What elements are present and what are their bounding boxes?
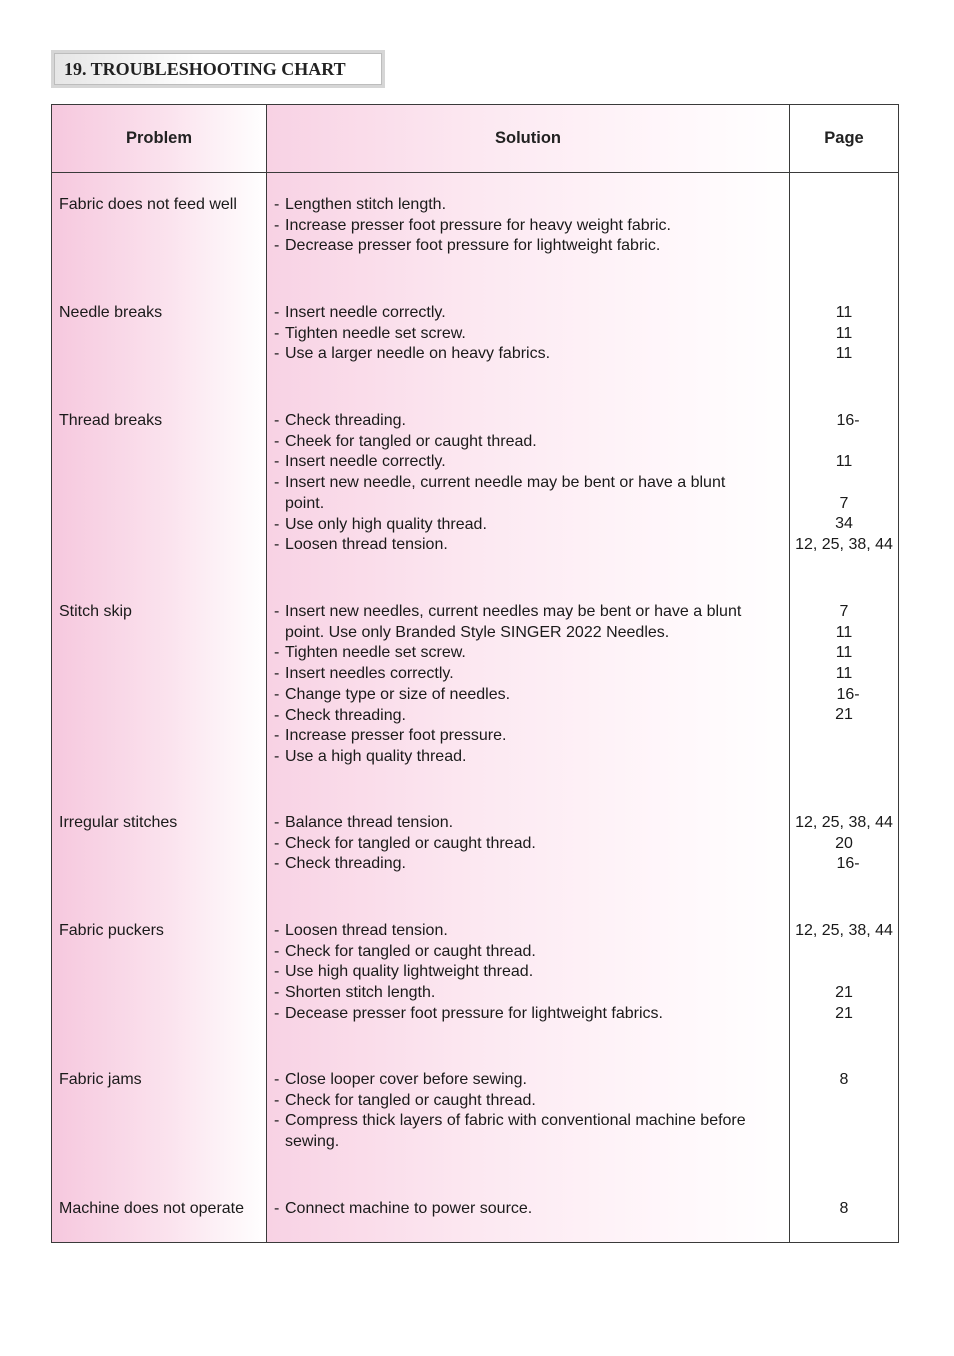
solution-line [274,236,788,257]
solution-cell [274,411,788,556]
solution-line [274,1091,788,1112]
solution-text: Lengthen stitch length. [285,196,447,213]
solution-line [274,643,788,664]
page-reference: 7 [839,494,849,512]
page-reference: 21 [835,1004,853,1022]
solution-line [274,473,788,494]
solution-line [274,854,788,875]
solution-line [274,1199,788,1220]
solution-line [274,1111,788,1132]
solution-text: Connect machine to power source. [285,1200,533,1217]
solution-text: point. [285,494,325,512]
solution-text: Decrease presser foot pressure for lightweight fabric. [285,237,661,255]
bullet-dash: - [274,942,280,960]
solution-text: point. Use only Branded Style SINGER 2022 Needles. [285,623,670,641]
page-reference: 11 [835,304,853,321]
bullet-dash: - [274,706,280,724]
bullet-dash: - [274,216,280,234]
bullet-dash: - [274,515,280,533]
bullet-dash [274,494,285,515]
section-title: 19. TROUBLESHOOTING CHART [54,53,382,85]
page-reference: 16- [836,685,860,703]
solution-cell [274,813,788,875]
page-reference: 11 [835,644,853,662]
solution-line [274,726,788,747]
solution-line [274,1004,788,1025]
solution-text: Check threading. [285,706,406,724]
solution-cell [274,303,788,365]
bullet-dash: - [274,665,280,683]
solution-cell [274,1070,788,1153]
page-cell [791,303,897,365]
solution-text: Insert needle correctly. [285,304,446,321]
page-cell [791,1070,897,1153]
bullet-dash: - [274,1071,280,1088]
problem-cell: Stitch skip [59,603,132,620]
solution-line [274,834,788,855]
solution-line [274,747,788,768]
problem-cell: Thread breaks [59,412,163,429]
solution-text: Insert new needles, current needles may be bent or have a blunt [285,603,742,620]
page-reference: 11 [835,623,853,641]
page-cell [791,813,897,875]
bullet-dash: - [274,685,280,703]
page-reference: 8 [839,1200,849,1217]
bullet-dash: - [274,1091,280,1109]
page-reference: 12, 25, 38, 44 [795,814,893,831]
solution-line [274,706,788,727]
solution-line [274,303,788,324]
solution-line [274,685,788,706]
page-cell [791,921,897,1024]
bullet-dash: - [274,814,280,831]
solution-line [274,195,788,216]
page-reference: 12, 25, 38, 44 [795,536,893,554]
solution-line [274,1070,788,1091]
solution-line [274,324,788,345]
bullet-dash: - [274,474,280,492]
solution-line [274,1132,788,1153]
solution-text: Check threading. [285,412,406,429]
page-reference: 34 [835,515,853,533]
solution-text: Tighten needle set screw. [285,644,466,662]
solution-line [274,602,788,623]
solution-text: Tighten needle set screw. [285,324,466,342]
page-reference: 20 [835,834,853,852]
solution-line [274,216,788,237]
bullet-dash: - [274,536,280,554]
troubleshooting-table [51,104,899,1243]
bullet-dash: - [274,727,280,745]
problem-cell: Fabric puckers [59,922,164,939]
page-reference: 21 [835,706,853,724]
page-cell [791,1199,897,1220]
header-page: Page [824,129,864,147]
header-solution: Solution [495,129,561,147]
solution-line [274,664,788,685]
bullet-dash: - [274,855,280,873]
solution-line [274,411,788,432]
solution-text: Use a high quality thread. [285,747,467,765]
bullet-dash: - [274,834,280,852]
page-cell [791,195,897,257]
bullet-dash: - [274,1200,280,1217]
bullet-dash: - [274,1112,280,1130]
solution-line [274,983,788,1004]
bullet-dash: - [274,747,280,765]
solution-cell [274,602,788,768]
bullet-dash: - [274,963,280,981]
problem-cell: Fabric jams [59,1071,142,1088]
page-cell [791,602,897,768]
solution-text: Compress thick layers of fabric with conventional machine before [285,1112,746,1130]
solution-line [274,344,788,365]
bullet-dash: - [274,345,280,363]
solution-text: Insert needles correctly. [285,665,454,683]
solution-text: Check for tangled or caught thread. [285,942,536,960]
bullet-dash: - [274,432,280,450]
bullet-dash: - [274,196,280,213]
page-reference: 21 [835,984,853,1002]
page-reference: 12, 25, 38, 44 [795,922,893,939]
solution-text: Close looper cover before sewing. [285,1071,527,1088]
problem-cell: Fabric does not feed well [59,196,237,213]
page-reference: 16- [836,855,860,873]
column-divider [789,105,790,1242]
solution-text: Insert needle correctly. [285,453,446,471]
solution-text: Use high quality lightweight thread. [285,963,534,981]
bullet-dash: - [274,237,280,255]
solution-line [274,962,788,983]
solution-text: Check threading. [285,855,406,873]
page-cell [791,411,897,556]
solution-line [274,432,788,453]
problem-cell: Needle breaks [59,304,163,321]
solution-cell [274,195,788,257]
page-reference: 11 [835,665,853,683]
solution-line [274,623,788,644]
solution-text: Shorten stitch length. [285,984,436,1002]
solution-line [274,452,788,473]
bullet-dash: - [274,984,280,1002]
page-reference: 11 [835,345,853,363]
solution-line [274,515,788,536]
bullet-dash: - [274,922,280,939]
page-reference: 11 [835,324,853,342]
solution-text: Check for tangled or caught thread. [285,834,536,852]
solution-line [274,494,788,515]
solution-line [274,942,788,963]
solution-text: Insert new needle, current needle may be bent or have a blunt [285,474,726,492]
solution-cell [274,921,788,1025]
bullet-dash: - [274,644,280,662]
solution-cell [274,1199,788,1220]
solution-text: Increase presser foot pressure for heavy weight fabric. [285,216,671,234]
solution-text: Increase presser foot pressure. [285,727,507,745]
bullet-dash: - [274,603,280,620]
solution-line [274,535,788,556]
solution-text: Cheek for tangled or caught thread. [285,432,537,450]
bullet-dash: - [274,324,280,342]
problem-cell: Machine does not operate [59,1200,245,1217]
section-title-box [51,50,385,88]
solution-text: Use only high quality thread. [285,515,487,533]
header-divider [52,172,898,173]
solution-text: Use a larger needle on heavy fabrics. [285,345,551,363]
page-reference: 8 [839,1071,849,1088]
page-reference: 7 [839,603,849,620]
solution-text: Loosen thread tension. [285,536,448,554]
page-reference: 11 [835,453,853,471]
solution-text: Change type or size of needles. [285,685,511,703]
solution-text: Decease presser foot pressure for lightweight fabrics. [285,1004,663,1022]
bullet-dash: - [274,453,280,471]
bullet-dash [274,623,285,644]
bullet-dash: - [274,412,280,429]
solution-text: Balance thread tension. [285,814,454,831]
solution-line [274,813,788,834]
page-reference: 16- [836,412,860,429]
bullet-dash [274,1132,285,1153]
solution-text: Check for tangled or caught thread. [285,1091,536,1109]
header-problem: Problem [125,129,193,147]
problem-cell: Irregular stitches [59,814,178,831]
bullet-dash: - [274,304,280,321]
bullet-dash: - [274,1004,280,1022]
solution-line [274,921,788,942]
solution-text: sewing. [285,1133,340,1151]
solution-text: Loosen thread tension. [285,922,448,939]
column-divider [266,105,267,1242]
